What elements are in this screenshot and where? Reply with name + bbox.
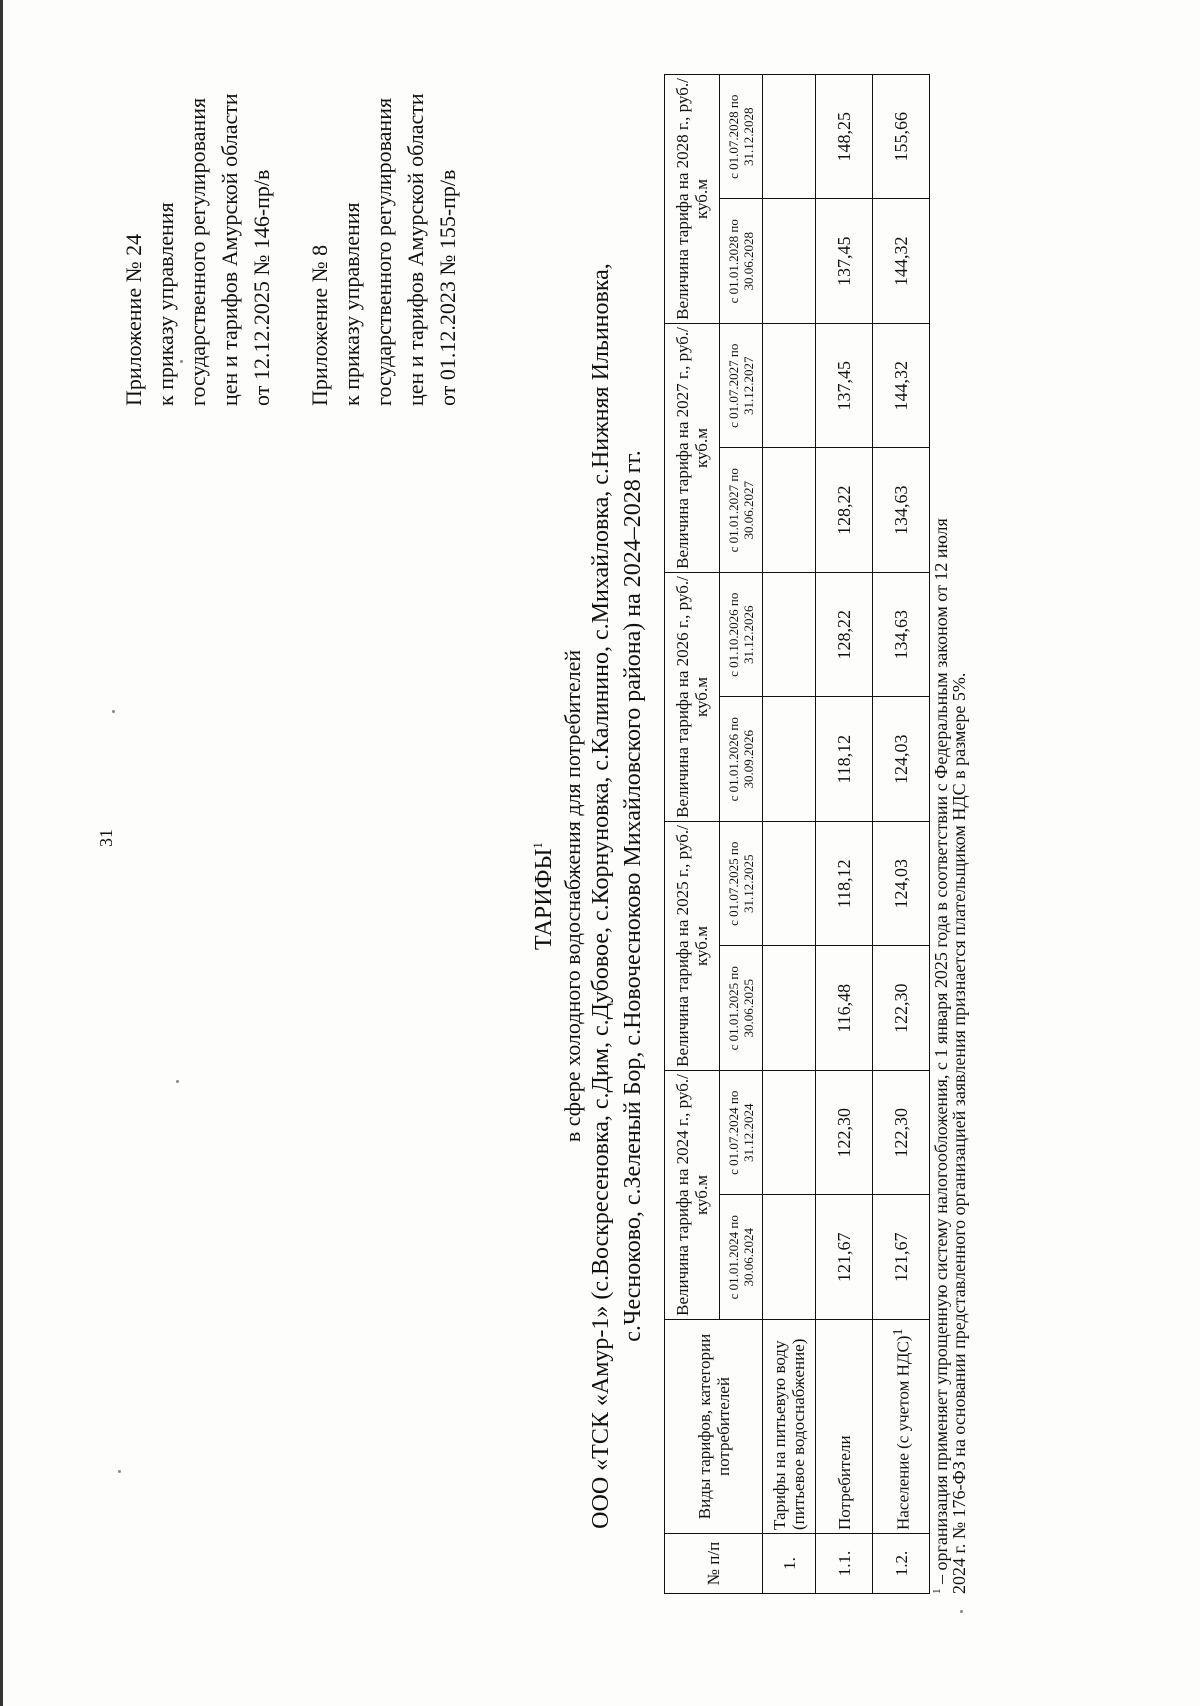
tariff-value: 121,67 — [816, 1195, 873, 1320]
row-label-cell — [873, 1320, 930, 1534]
row-label: Население (с учетом НДС) — [893, 1335, 913, 1530]
tariff-value: 122,30 — [873, 946, 930, 1071]
period-header: с 01.07.2024 по 31.12.2024 — [720, 1071, 763, 1196]
tariffs-table — [664, 74, 930, 1594]
table-row — [763, 75, 816, 1594]
tariff-value: 148,25 — [816, 75, 873, 200]
tariff-value: 144,32 — [873, 324, 930, 449]
tariff-value: 121,67 — [873, 1195, 930, 1320]
appendix-line: цен и тарифов Амурской области — [403, 93, 428, 406]
tariff-value: 124,03 — [873, 697, 930, 822]
period-header: с 01.01.2027 по 30.06.2027 — [720, 448, 763, 573]
tariff-value — [763, 1195, 816, 1320]
row-number: 1.2. — [873, 1534, 930, 1594]
tariff-value: 124,03 — [873, 822, 930, 947]
header-year-2024: Величина тарифа на 2024 г., руб./куб.м — [665, 1071, 720, 1320]
period-header: с 01.07.2025 по 31.12.2025 — [720, 822, 763, 947]
tariff-value: 116,48 — [816, 946, 873, 1071]
header-year-2026: Величина тарифа на 2026 г., руб./куб.м — [665, 573, 720, 822]
tariff-value: 155,66 — [873, 75, 930, 200]
tariff-value: 134,63 — [873, 448, 930, 573]
appendix-line: от 01.12.2023 № 155-пр/в — [435, 169, 460, 406]
tariff-value: 118,12 — [816, 822, 873, 947]
header-number: № п/п — [665, 1534, 763, 1594]
tariff-value — [763, 75, 816, 200]
header-tariff-type: Виды тарифов, категории потребителей — [665, 1320, 763, 1534]
tariff-value — [763, 573, 816, 698]
tariff-value: 144,32 — [873, 199, 930, 324]
document-subtitle: в сфере холодного водоснабжения для потребителей — [560, 649, 585, 1143]
document-title — [530, 146, 558, 1646]
tariff-value: 128,22 — [816, 573, 873, 698]
tariff-value: 128,22 — [816, 448, 873, 573]
tariff-value — [763, 199, 816, 324]
period-header: с 01.07.2027 по 31.12.2027 — [720, 324, 763, 449]
title-footnote-mark: 1 — [530, 842, 545, 849]
header-year-2028: Величина тарифа на 2028 г., руб./куб.м — [665, 75, 720, 324]
tariff-value: 122,30 — [873, 1071, 930, 1196]
tariff-value: 134,63 — [873, 573, 930, 698]
appendix-line: Приложение № 8 — [307, 244, 332, 406]
appendix-line: государственного регулирования — [185, 97, 210, 406]
organization-line: с.Чесноково, с.Зеленый Бор, с.Новочесноково Михайловского района) на 2024–2028 гг. — [620, 450, 646, 1342]
period-header: с 01.10.2026 по 31.12.2026 — [720, 573, 763, 698]
row-footnote-mark: 1 — [890, 1328, 907, 1336]
appendix-line: цен и тарифов Амурской области — [217, 93, 242, 406]
tariff-value — [763, 946, 816, 1071]
row-label: Тарифы на питьевую воду (питьевое водоснабжение) — [763, 1320, 816, 1534]
appendix-current — [118, 93, 278, 406]
page-number: 31 — [96, 829, 116, 847]
tariff-value — [763, 822, 816, 947]
period-header: с 01.01.2028 по 30.06.2028 — [720, 199, 763, 324]
tariff-value: 118,12 — [816, 697, 873, 822]
period-header: с 01.07.2028 по 31.12.2028 — [720, 75, 763, 200]
period-header: с 01.01.2026 по 30.09.2026 — [720, 697, 763, 822]
period-header: с 01.01.2025 по 30.06.2025 — [720, 946, 763, 1071]
tariff-value: 122,30 — [816, 1071, 873, 1196]
row-label: Потребители — [816, 1320, 873, 1534]
appendix-line: Приложение № 24 — [121, 233, 146, 406]
tariff-value — [763, 697, 816, 822]
period-header: с 01.01.2024 по 30.06.2024 — [720, 1195, 763, 1320]
footnote-continuation: 2024 г. № 176-ФЗ на основании представленного организацией заявления признается плательщиком НДС в размере 5%. — [949, 672, 969, 1594]
title-text: ТАРИФЫ — [531, 848, 557, 950]
appendix-line: к приказу управления — [153, 202, 178, 406]
footnote-line: – организация применяет упрощенную систему налогообложения, с 1 января 2025 года в соответствии с Федеральным законом от 12 июля — [931, 518, 951, 1589]
organization-line: ООО «ТСК «Амур-1» (с.Воскресеновка, с.Дим, с.Дубовое, с.Корнуновка, с.Калинино, с.Михайловка, с.Нижняя Ильиновка, — [588, 263, 614, 1529]
tariff-value — [763, 1071, 816, 1196]
footnote-mark: 1 — [931, 1588, 943, 1594]
tariff-value — [763, 448, 816, 573]
tariff-value — [763, 324, 816, 449]
appendix-line: государственного регулирования — [371, 97, 396, 406]
header-year-2027: Величина тарифа на 2027 г., руб./куб.м — [665, 324, 720, 573]
table-header-row — [665, 75, 720, 1594]
table-row — [873, 75, 930, 1594]
tariff-value: 137,45 — [816, 324, 873, 449]
header-year-2025: Величина тарифа на 2025 г., руб./куб.м — [665, 822, 720, 1071]
appendix-line: от 12.12.2025 № 146-пр/в — [249, 169, 274, 406]
row-number: 1.1. — [816, 1534, 873, 1594]
appendix-line: к приказу управления — [339, 202, 364, 406]
tariff-value: 137,45 — [816, 199, 873, 324]
row-number: 1. — [763, 1534, 816, 1594]
table-row — [816, 75, 873, 1594]
appendix-original — [304, 93, 464, 406]
